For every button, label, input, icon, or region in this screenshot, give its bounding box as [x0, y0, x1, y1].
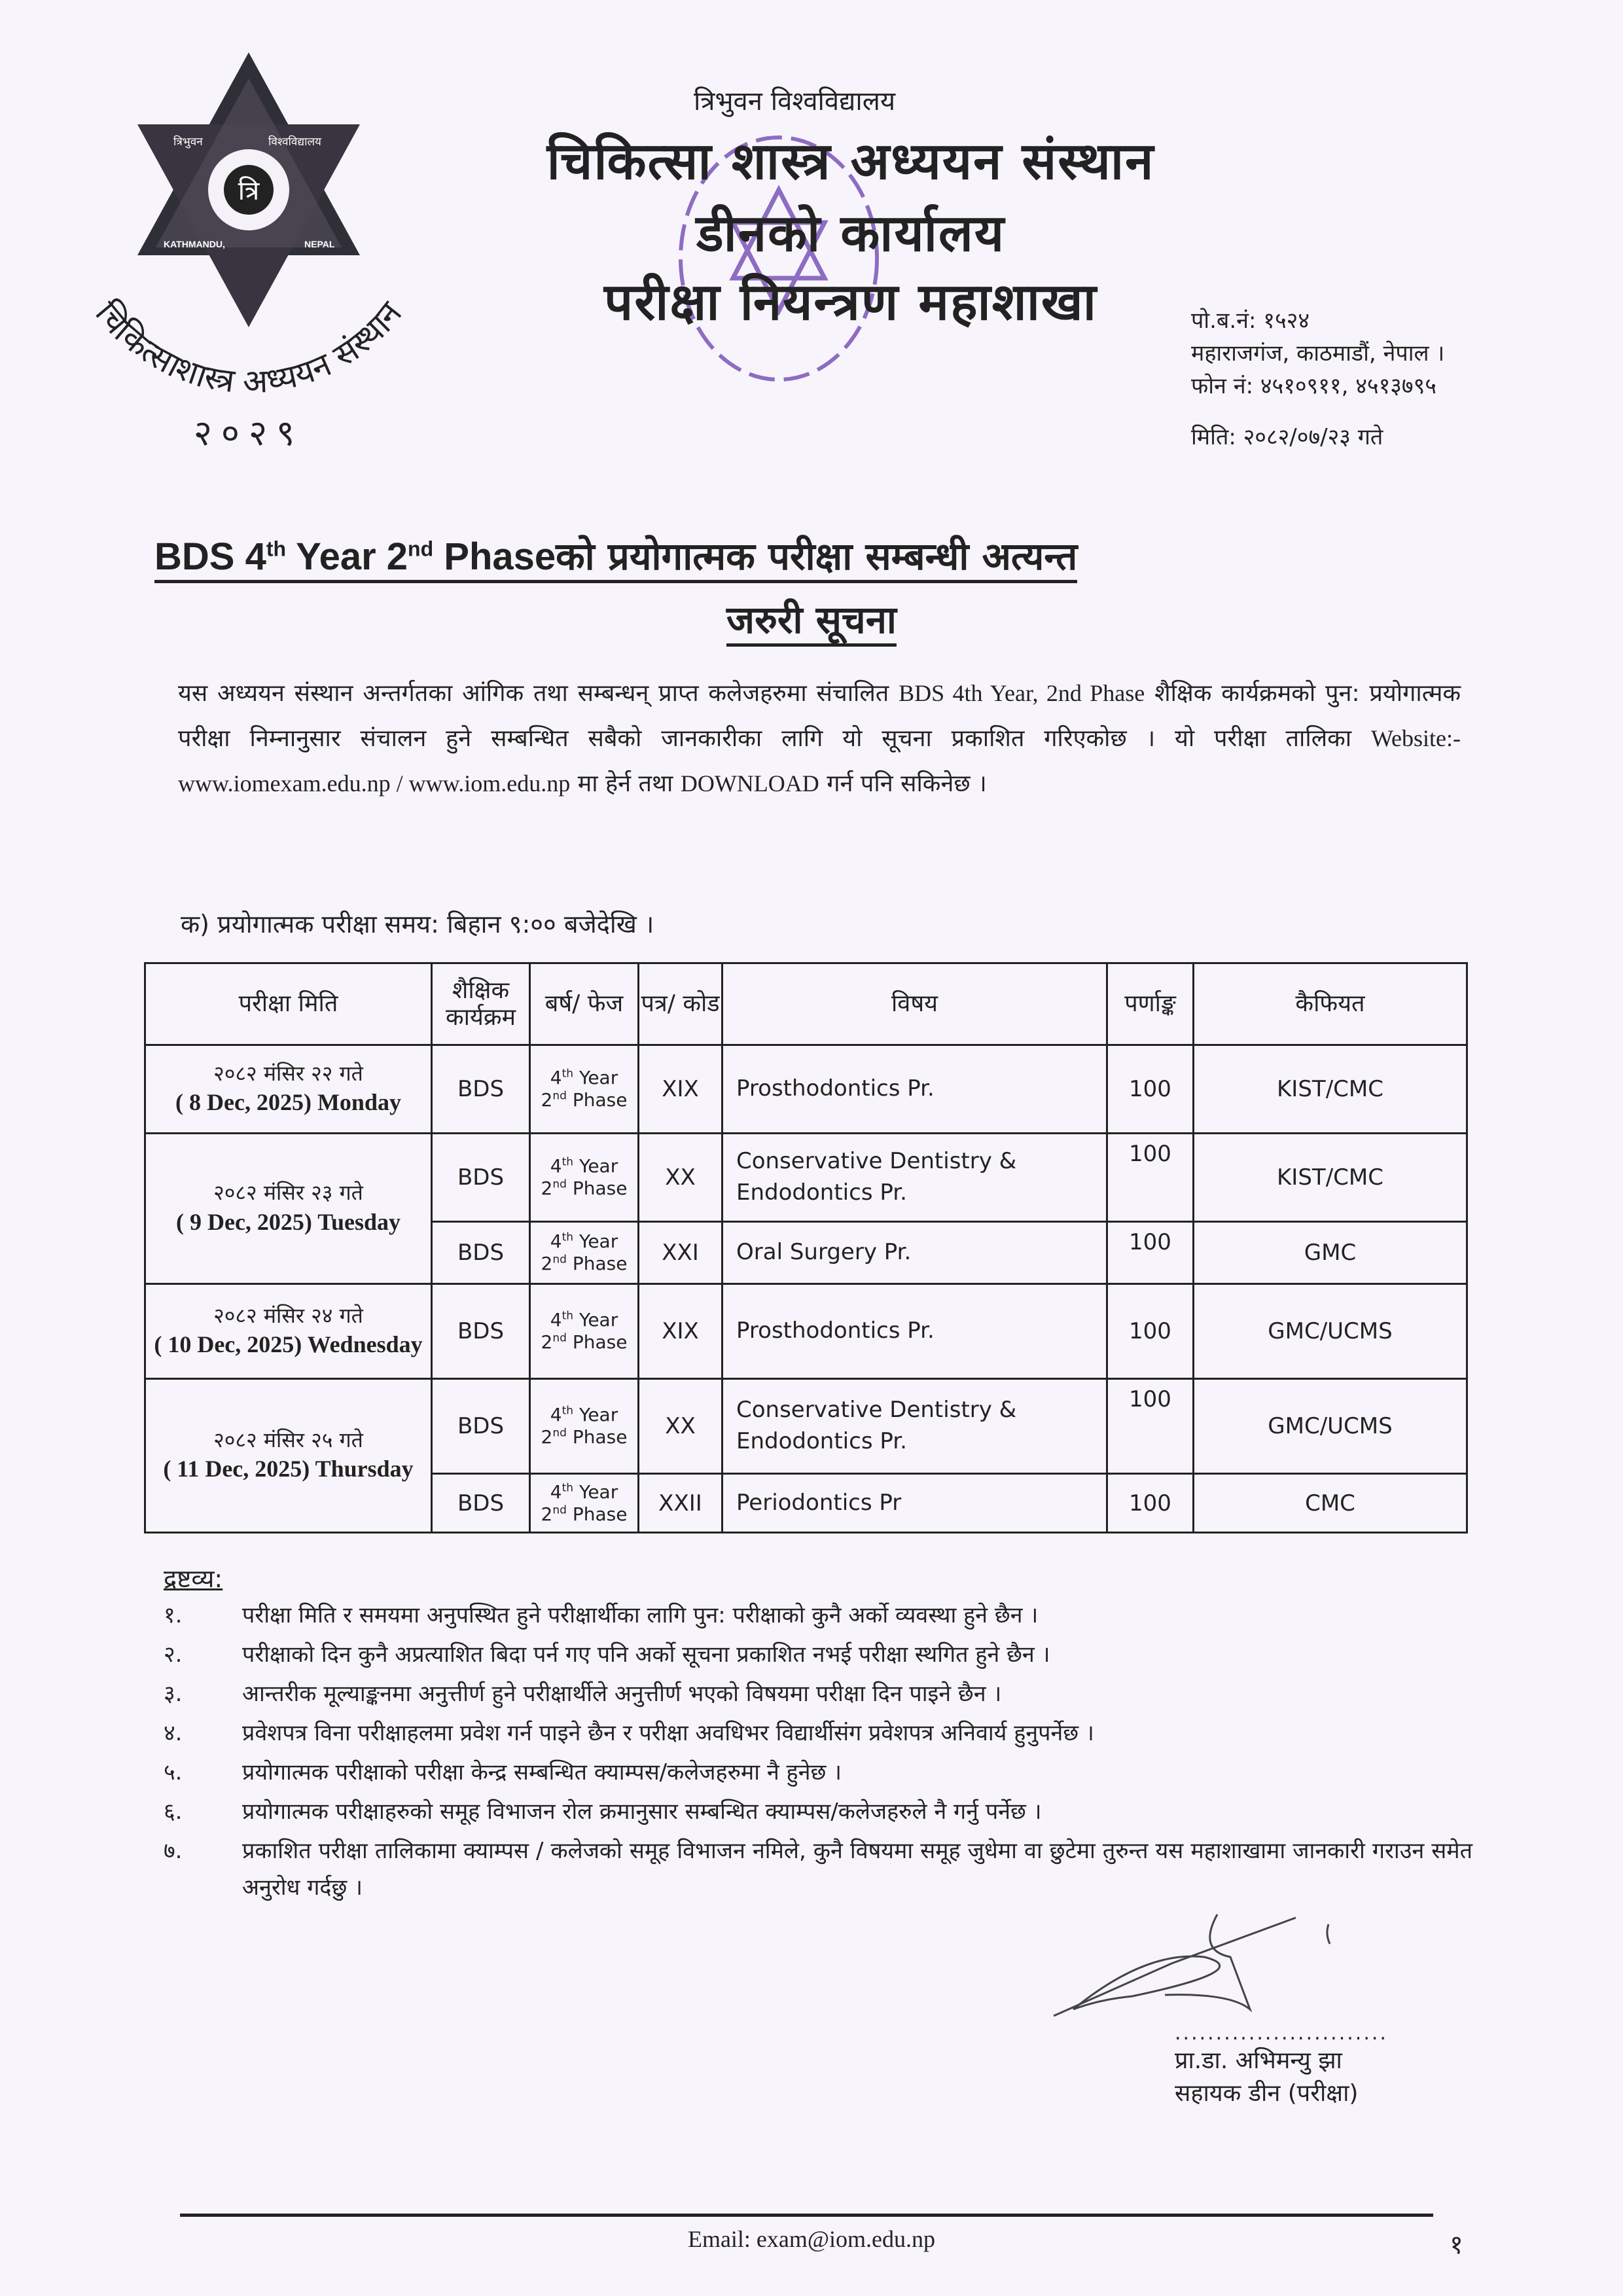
phase-sup: nd: [552, 1331, 567, 1345]
institute-name: चिकित्सा शास्त्र अध्ययन संस्थान: [546, 132, 1155, 191]
subject-cell: Prosthodontics Pr.: [722, 1045, 1107, 1134]
year-phase-cell: [530, 1045, 639, 1134]
note-number: ५.: [164, 1759, 183, 1785]
table-row: [145, 1284, 1467, 1379]
intro-text: यस अध्ययन संस्थान अन्तर्गतका आंगिक तथा सम्बन्धन् प्राप्त कलेजहरुमा संचालित: [178, 680, 899, 707]
notice-title: [154, 529, 1476, 581]
footer-email[interactable]: Email: exam@iom.edu.np: [687, 2226, 936, 2252]
address-block: [1191, 304, 1610, 454]
year-phase-cell: [530, 1379, 639, 1474]
full-marks-cell: 100: [1107, 1379, 1194, 1474]
intro-paragraph: [178, 671, 1461, 806]
year-sup: th: [562, 1231, 574, 1245]
title-sup: th: [266, 537, 287, 561]
exam-date-cell: [145, 1134, 432, 1284]
paper-code-cell: XX: [639, 1379, 722, 1474]
header-subject: विषय: [722, 963, 1107, 1045]
title-phase: Phase: [433, 535, 556, 578]
remarks-cell: CMC: [1194, 1474, 1467, 1533]
note-text: आन्तरीक मूल्याङ्कनमा अनुत्तीर्ण हुने परीक्षार्थीले अनुत्तीर्ण भएको विषयमा परीक्षा दिन पाइने छैन ।: [242, 1681, 1002, 1707]
year-num: 4: [550, 1404, 562, 1426]
logo-year: २०२९: [193, 412, 304, 454]
logo-top-left: त्रिभुवन: [173, 135, 203, 149]
note-number: १.: [164, 1602, 183, 1628]
year-sup: th: [562, 1405, 574, 1418]
note-number: ४.: [164, 1720, 183, 1746]
issue-date: मिति: २०८२/०७/२३ गते: [1191, 424, 1383, 450]
phase-word: Phase: [566, 1089, 628, 1111]
exam-time: क) प्रयोगात्मक परीक्षा समय: बिहान ९:०० बजेदेखि ।: [181, 910, 654, 939]
phase-sup: nd: [552, 1177, 567, 1191]
phase-num: 2: [541, 1253, 553, 1274]
signature-block: [1175, 2022, 1388, 2110]
signatory-designation: सहायक डीन (परीक्षा): [1175, 2080, 1359, 2107]
year-sup: th: [562, 1067, 574, 1081]
date-nepali: २०८२ मंसिर २४ गते: [213, 1302, 363, 1328]
full-marks-cell: 100: [1107, 1134, 1194, 1222]
intro-text: मा हेर्न तथा: [570, 770, 681, 797]
date-english: ( 9 Dec, 2025) Tuesday: [175, 1208, 401, 1235]
header-remarks: कैफियत: [1194, 963, 1467, 1045]
note-text: प्रयोगात्मक परीक्षाको परीक्षा केन्द्र सम्बन्धित क्याम्पस/कलेजहरुमा नै हुनेछ ।: [242, 1759, 842, 1785]
logo-top-right: विश्वविद्यालय: [268, 135, 321, 149]
table-row: [145, 1379, 1467, 1474]
header-year-phase: बर्ष/ फेज: [530, 963, 639, 1045]
year-sup: th: [562, 1156, 574, 1170]
signatory-name: प्रा.डा. अभिमन्यु झा: [1175, 2047, 1342, 2074]
logo-bottom-left: KATHMANDU,: [164, 239, 225, 249]
year-phase-cell: [530, 1222, 639, 1284]
note-item: [164, 1754, 1472, 1791]
download-label: DOWNLOAD: [680, 770, 819, 797]
subject-cell: Periodontics Pr: [722, 1474, 1107, 1533]
year-sup: th: [562, 1481, 574, 1495]
table-header-row: [145, 963, 1467, 1045]
phase-num: 2: [541, 1426, 553, 1448]
phase-sup: nd: [552, 1089, 567, 1103]
paper-code-cell: XIX: [639, 1284, 722, 1379]
exam-date-cell: [145, 1284, 432, 1379]
phase-word: Phase: [566, 1331, 628, 1353]
date-nepali: २०८२ मंसिर २२ गते: [213, 1060, 363, 1086]
signature-line: ..........................: [1175, 2022, 1388, 2045]
subject-cell: Oral Surgery Pr.: [722, 1222, 1107, 1284]
logo-monogram: त्रि: [238, 176, 260, 206]
table-row: [145, 1045, 1467, 1134]
phase-word: Phase: [566, 1177, 628, 1199]
logo-bottom-right: NEPAL: [304, 239, 335, 249]
year-num: 4: [550, 1155, 562, 1177]
notice-subtitle: [0, 592, 1623, 644]
header-date: परीक्षा मिति: [145, 963, 432, 1045]
intro-text: शैक्षिक कार्यक्रमको पुन: प्रयोगात्मक परीक्षा निम्नानुसार संचालन हुने सम्बन्धित सबैको जानकारीका लागि यो सूचना प्रकाशित गरिएकोछ । यो परीक्षा तालिका: [178, 680, 1461, 752]
remarks-cell: KIST/CMC: [1194, 1045, 1467, 1134]
note-number: ३.: [164, 1681, 183, 1707]
intro-program: BDS 4th Year, 2nd Phase: [899, 680, 1145, 706]
tribhuvan-university-logo-icon: [39, 39, 458, 471]
year-num: 4: [550, 1067, 562, 1089]
note-text: प्रकाशित परीक्षा तालिकामा क्याम्पस / कलेजको समूह विभाजन नमिले, कुनै विषयमा समूह जुधेमा वा छुटेमा तुरुन्त यस महाशाखामा जानकारी गराउन समेत अनुरोध गर्दछु ।: [242, 1838, 1472, 1901]
year-phase-cell: [530, 1474, 639, 1533]
date-english: ( 10 Dec, 2025) Wednesday: [154, 1331, 423, 1358]
program-cell: BDS: [432, 1222, 530, 1284]
phase-num: 2: [541, 1089, 553, 1111]
note-text: परीक्षाको दिन कुनै अप्रत्याशित बिदा पर्न गए पनि अर्को सूचना प्रकाशित नभई परीक्षा स्थगित हुने छैन ।: [242, 1641, 1050, 1668]
note-item: [164, 1676, 1472, 1712]
full-marks-cell: 100: [1107, 1284, 1194, 1379]
office-name: डीनको कार्यालय: [696, 204, 1006, 263]
footer-divider: [180, 2214, 1433, 2217]
note-item: [164, 1597, 1472, 1634]
subject-cell: Conservative Dentistry & Endodontics Pr.: [722, 1379, 1107, 1474]
intro-text: गर्न पनि सकिनेछ ।: [819, 770, 987, 797]
notes-list: [164, 1597, 1472, 1909]
note-number: ७.: [164, 1838, 183, 1864]
date-nepali: २०८२ मंसिर २३ गते: [213, 1180, 363, 1206]
paper-code-cell: XXII: [639, 1474, 722, 1533]
phase-num: 2: [541, 1331, 553, 1353]
division-name: परीक्षा नियन्त्रण महाशाखा: [604, 273, 1097, 332]
year-word: Year: [573, 1309, 618, 1331]
full-marks-cell: 100: [1107, 1045, 1194, 1134]
full-marks-cell: 100: [1107, 1474, 1194, 1533]
program-cell: BDS: [432, 1045, 530, 1134]
note-item: [164, 1793, 1472, 1830]
header-program: शैक्षिक कार्यक्रम: [432, 963, 530, 1045]
program-cell: BDS: [432, 1134, 530, 1222]
table-row: [145, 1134, 1467, 1222]
year-phase-cell: [530, 1284, 639, 1379]
logo-arc-text: चिकित्साशास्त्र अध्ययन संस्थान: [88, 294, 410, 401]
year-word: Year: [573, 1404, 618, 1426]
program-cell: BDS: [432, 1284, 530, 1379]
phase-word: Phase: [566, 1253, 628, 1274]
note-number: ६.: [164, 1799, 183, 1825]
phase-word: Phase: [566, 1426, 628, 1448]
subject-cell: Conservative Dentistry & Endodontics Pr.: [722, 1134, 1107, 1222]
exam-date-cell: [145, 1045, 432, 1134]
year-num: 4: [550, 1309, 562, 1331]
phase-num: 2: [541, 1177, 553, 1199]
page-number: १: [1450, 2230, 1463, 2260]
address-spacer: [1191, 403, 1610, 421]
phase-word: Phase: [566, 1503, 628, 1525]
year-word: Year: [573, 1230, 618, 1253]
note-item: [164, 1636, 1472, 1673]
year-word: Year: [573, 1155, 618, 1177]
note-item: [164, 1833, 1472, 1906]
year-num: 4: [550, 1230, 562, 1253]
phone-numbers: फोन नं: ४५१०९११, ४५१३७९५: [1191, 373, 1436, 399]
remarks-cell: GMC/UCMS: [1194, 1284, 1467, 1379]
phase-sup: nd: [552, 1426, 567, 1440]
title-year: Year 2: [286, 535, 408, 578]
year-word: Year: [573, 1480, 618, 1503]
note-text: प्रवेशपत्र विना परीक्षाहलमा प्रवेश गर्न पाइने छैन र परीक्षा अवधिभर विद्यार्थीसंग प्रवेशपत्र अनिवार्य हुनुपर्नेछ ।: [242, 1720, 1094, 1746]
year-word: Year: [573, 1067, 618, 1089]
paper-code-cell: XIX: [639, 1045, 722, 1134]
title-program: BDS 4: [154, 535, 266, 578]
date-nepali: २०८२ मंसिर २५ गते: [213, 1427, 363, 1452]
header-full-marks: पर्णाङ्क: [1107, 963, 1194, 1045]
note-item: [164, 1715, 1472, 1751]
subject-cell: Prosthodontics Pr.: [722, 1284, 1107, 1379]
phase-num: 2: [541, 1503, 553, 1525]
remarks-cell: GMC/UCMS: [1194, 1379, 1467, 1474]
exam-date-cell: [145, 1379, 432, 1533]
po-box: पो.ब.नं: १५२४: [1191, 308, 1310, 334]
urgent-notice-label: जरुरी सूचना: [726, 598, 897, 647]
year-sup: th: [562, 1310, 574, 1323]
full-marks-cell: 100: [1107, 1222, 1194, 1284]
note-number: २.: [164, 1641, 183, 1668]
date-english: ( 11 Dec, 2025) Thursday: [163, 1456, 414, 1482]
program-cell: BDS: [432, 1474, 530, 1533]
date-english: ( 8 Dec, 2025) Monday: [175, 1089, 401, 1116]
year-phase-cell: [530, 1134, 639, 1222]
phase-sup: nd: [552, 1503, 567, 1517]
remarks-cell: KIST/CMC: [1194, 1134, 1467, 1222]
note-text: प्रयोगात्मक परीक्षाहरुको समूह विभाजन रोल क्रमानुसार सम्बन्धित क्याम्पस/कलेजहरुले नै गर्नु पर्नेछ ।: [242, 1799, 1042, 1825]
remarks-cell: GMC: [1194, 1222, 1467, 1284]
year-num: 4: [550, 1480, 562, 1503]
university-name: त्रिभुवन विश्वविद्यालय: [694, 86, 896, 117]
notes-heading: द्रष्टव्य:: [164, 1564, 223, 1593]
title-nepali: को प्रयोगात्मक परीक्षा सम्बन्धी अत्यन्त: [556, 534, 1078, 579]
paper-code-cell: XX: [639, 1134, 722, 1222]
paper-code-cell: XXI: [639, 1222, 722, 1284]
exam-schedule-table: [144, 962, 1468, 1534]
address-location: महाराजगंज, काठमाडौं, नेपाल ।: [1191, 340, 1445, 367]
website-links[interactable]: Website:- www.iomexam.edu.np / www.iom.edu.np: [178, 725, 1461, 797]
title-sup: nd: [408, 537, 434, 561]
header-paper-code: पत्र/ कोड: [639, 963, 722, 1045]
note-text: परीक्षा मिति र समयमा अनुपस्थित हुने परीक्षार्थीका लागि पुन: परीक्षाको कुनै अर्को व्यवस्था हुने छैन ।: [242, 1602, 1039, 1628]
program-cell: BDS: [432, 1379, 530, 1474]
phase-sup: nd: [552, 1253, 567, 1266]
